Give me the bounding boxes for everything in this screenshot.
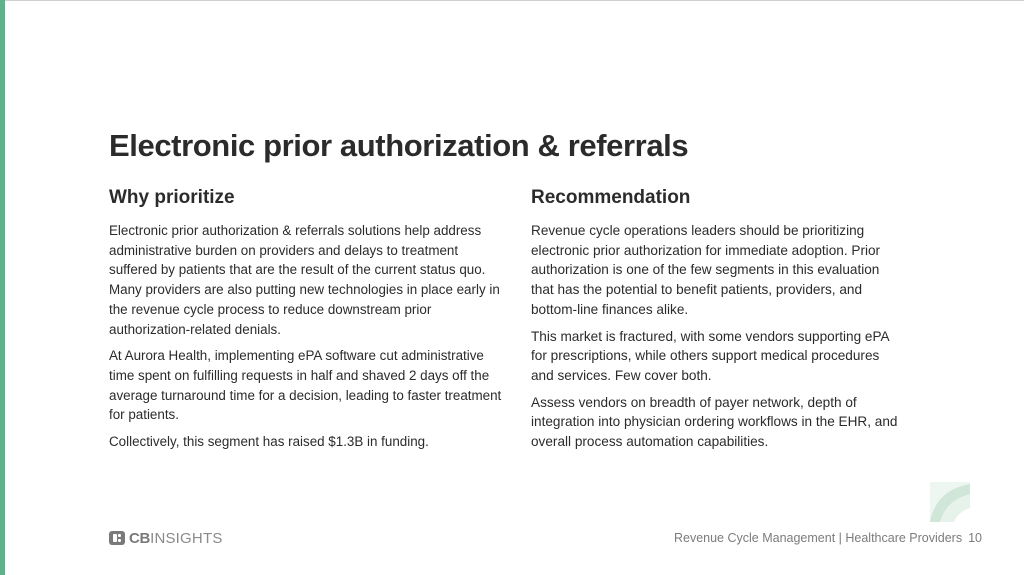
cbinsights-logo: [109, 530, 223, 546]
footer-text: Revenue Cycle Management | Healthcare Providers: [673, 531, 963, 545]
left-accent-bar: [0, 0, 5, 575]
recommendation-paragraph: Assess vendors on breadth of payer network, depth of integration into physician ordering workflows in the EHR, and overall process automation capabilities.: [531, 394, 898, 450]
why-prioritize-paragraph: Electronic prior authorization & referrals solutions help address administrative burden on providers and delays to treatment suffered by patients that are the result of the current status quo. Many providers are also putting new technologies in place early in the revenue cycle process to reduce downstream prior authorization-related denials.: [109, 223, 500, 337]
why-prioritize-column: [109, 186, 509, 459]
logo-cb-text: CB: [129, 529, 151, 547]
recommendation-heading: Recommendation: [531, 187, 691, 208]
top-rule: [0, 0, 1024, 1]
recommendation-paragraph: Revenue cycle operations leaders should be prioritizing electronic prior authorization for immediate adoption. Prior authorization is one of the few segments in this evaluation that has the potential to benefit patients, providers, and bottom-line finances alike.: [531, 223, 881, 317]
cbinsights-logo-icon: [109, 531, 125, 545]
slide-title: Electronic prior authorization & referrals: [109, 128, 689, 163]
why-prioritize-paragraph: At Aurora Health, implementing ePA software cut administrative time spent on fulfilling requests in half and shaved 2 days off the average turnaround time for a decision, leading to faster treatment for patients.: [109, 348, 502, 423]
why-prioritize-paragraph: Collectively, this segment has raised $1.3B in funding.: [109, 434, 429, 450]
logo-insights-text: INSIGHTS: [150, 529, 223, 547]
footer: [674, 531, 982, 545]
corner-decoration-icon: [930, 482, 970, 522]
why-prioritize-heading: Why prioritize: [109, 187, 235, 208]
page-number: 10: [968, 531, 982, 545]
recommendation-column: [531, 186, 901, 459]
recommendation-paragraph: This market is fractured, with some vendors supporting ePA for prescriptions, while others support medical procedures and services. Few cover both.: [531, 328, 889, 383]
